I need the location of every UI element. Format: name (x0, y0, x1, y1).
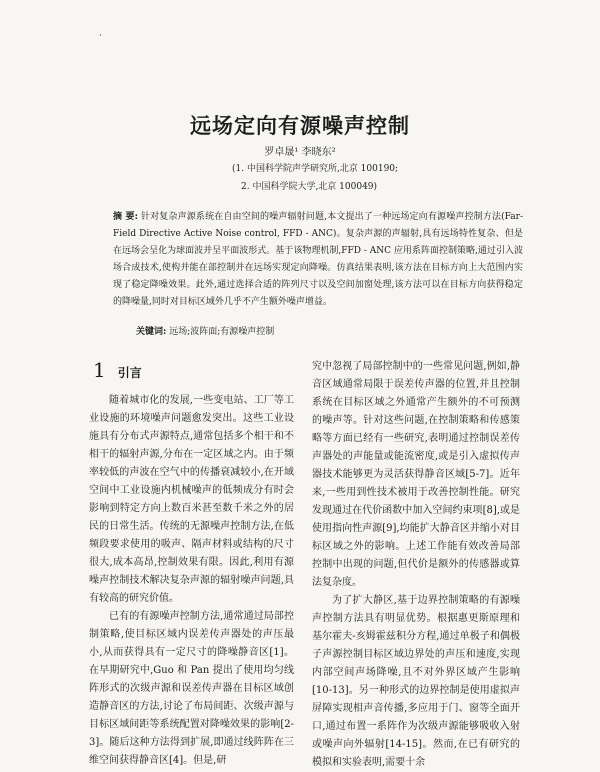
paragraph: 已有的有源噪声控制方法,通常通过局部控制策略,使目标区域内误差传声器处的声压最小,从而获得具有一定尺寸的降噪静音区[1]。在早期研究中,Guo 和 Pan 提出了使用均匀线阵形式的次级声源和误差传声器在目标区域创造静音区的方法,讨论了布局间距、次级声源与目标区域间距等系统配置对降噪效果的影响[2-3]。随后这种方法得到扩展,即通过线阵阵在三维空间获得静音区[4]。但是,研 (89, 611, 294, 766)
author-line: 罗卓晟¹ 李晓东² (264, 147, 336, 158)
paragraph: 究中忽视了局部控制中的一些常见问题,例如,静音区域通常局限于误差传声器的位置,并且控制系统在目标区域之外通常产生额外的不可预测的噪声等。针对这些问题,在控制策略和传感策略等方面已经有一些研究,表明通过控制误差传声器处的声能量或能流密度,或是引入虚拟传声器技术能够更为灵活获得静音区域[5-7]。近年来,一些用到性技术被用于改善控制性能。研究发现通过在代价函数中加入空间约束项[8],或是使用指向性声源[9],均能扩大静音区并缩小对目标区域之外的影响。上述工作能有效改善局部控制中出现的问题,但代价是额外的传感器或算法复杂度。 (312, 361, 520, 588)
affiliation-2: 2. 中国科学院大学,北京 100049) (241, 182, 378, 192)
section-title: 引言 (117, 366, 142, 380)
margin-mark: · (99, 31, 102, 41)
paper-title: 远场定向有源噪声控制 (190, 113, 410, 138)
affiliation-1: (1. 中国科学院声学研究所,北京 100190; (232, 164, 399, 174)
section-heading (93, 358, 142, 382)
body-column-left (89, 392, 294, 770)
abstract-text: 针对复杂声源系统在自由空间的噪声辐射问题,本文提出了一种远场定向有源噪声控制方法(Far-Field Directive Active Noise control, FFD - ANC)。复杂声源的声辐射,具有远场特性复杂、但是在远场会呈化为球面波并呈平面波形式。基于该物理机制,FFD - ANC 应用系阵面控制策略,通过引入波场合成技术,使构并能在部控制并在远场实现定向降噪。仿真结果表明,该方法在目标方向上大范围内实现了稳定降噪效果。此外,通过选择合适的阵列尺寸以及空间加窗处理,该方法可以在目标方向获得稳定的降噪量,同时对目标区域外几乎不产生额外噪声增益。 (113, 212, 523, 307)
keywords-text: 远场;波阵面;有源噪声控制 (169, 327, 275, 337)
abstract (113, 209, 523, 311)
paragraph: 为了扩大静区,基于边界控制策略的有源噪声控制方法具有明显优势。根据惠更斯原理和基尔霍夫-亥姆霍兹积分方程,通过单极子和偶极子声源控制目标区域边界处的声压和速度,实现内部空间声场降噪,且不对外界区域产生影响[10-13]。另一种形式的边界控制是使用虚拟声屏障实现相声音传播,多应用于门、窗等全面开口,通过布置一系阵作为次级声源能够吸收入射或噪声向外辐射[14-15]。然而,在已有研究的模拟和实验表明,需要十余 (312, 595, 520, 768)
body-column-right (312, 358, 520, 772)
keywords (136, 324, 523, 341)
keywords-label: 关键词: (136, 327, 167, 337)
paragraph: 随着城市化的发展,一些变电站、工厂等工业设施的环境噪声问题愈发突出。这些工业设施具有分布式声源特点,通常包括多个相干和不相干的辐射声源,分布在一定区域之内。由于频率较低的声波在空气中的传播衰减较小,在开域空间中工业设施内机械噪声的低频成分有时会影响到特定方向上数百米甚至数千米之外的居民的日常生活。传统的无源噪声控制方法,在低频段要求使用的吸声、隔声材料或结构的尺寸很大,成本高昂,控制效果有限。因此,利用有源噪声控制技术解决复杂声源的辐射噪声问题,具有较高的研究价值。 (89, 395, 294, 604)
abstract-label: 摘 要: (113, 212, 138, 222)
section-number: 1 (93, 358, 106, 382)
